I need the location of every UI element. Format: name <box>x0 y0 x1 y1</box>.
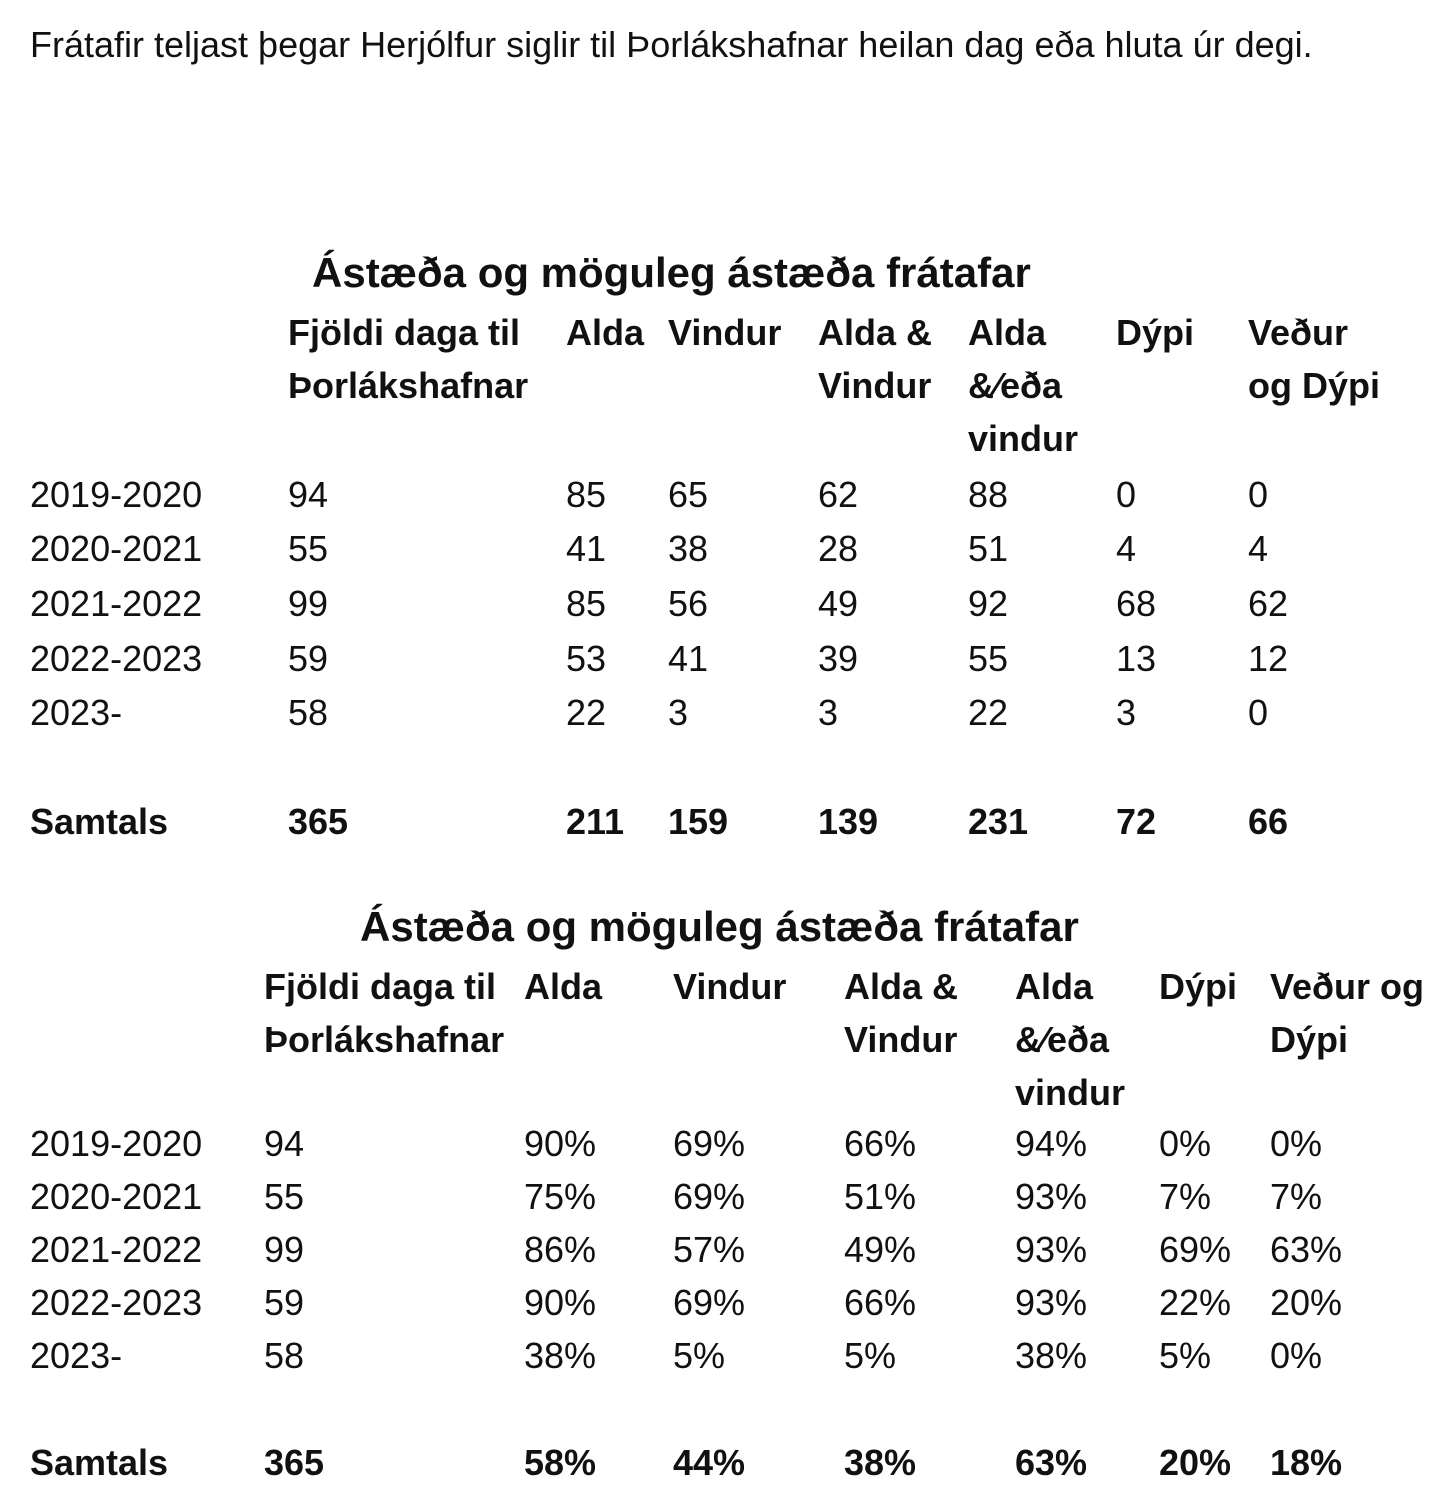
total-cell: 365 <box>264 1442 325 1483</box>
table-cell: 85 <box>566 583 607 624</box>
total-cell: 159 <box>668 801 729 842</box>
table-cell: 20% <box>1270 1282 1343 1323</box>
total-cell: 58% <box>524 1442 597 1483</box>
total-cell: 20% <box>1159 1442 1232 1483</box>
row-label: 2020-2021 <box>30 1176 203 1217</box>
row-label: 2019-2020 <box>30 474 203 515</box>
table-cell: 39 <box>818 638 859 679</box>
table-cell: 0 <box>1248 692 1269 733</box>
table-cell: 62 <box>818 474 859 515</box>
table-cell: 86% <box>524 1229 597 1270</box>
column-header: Alda & Vindur <box>844 966 959 1060</box>
row-label: 2022-2023 <box>30 638 203 679</box>
total-label: Samtals <box>30 801 169 842</box>
row-label: 2023- <box>30 1335 123 1376</box>
table-cell: 22 <box>566 692 607 733</box>
table-cell: 93% <box>1015 1176 1088 1217</box>
table-cell: 75% <box>524 1176 597 1217</box>
row-label: 2022-2023 <box>30 1282 203 1323</box>
table-cell: 22% <box>1159 1282 1232 1323</box>
table-cell: 51 <box>968 528 1009 569</box>
total-cell: 44% <box>673 1442 746 1483</box>
table-cell: 22 <box>968 692 1009 733</box>
total-cell: 63% <box>1015 1442 1088 1483</box>
table-cell: 0% <box>1270 1335 1323 1376</box>
table-cell: 58 <box>288 692 329 733</box>
intro-paragraph: Frátafir teljast þegar Herjólfur siglir til Þorlákshafnar heilan dag eða hluta úr degi. <box>30 24 1313 65</box>
column-header: Alda &⁄eða vindur <box>1015 966 1126 1113</box>
column-header: Dýpi <box>1116 312 1195 353</box>
table-cell: 63% <box>1270 1229 1343 1270</box>
total-cell: 18% <box>1270 1442 1343 1483</box>
table-cell: 28 <box>818 528 859 569</box>
table-cell: 53 <box>566 638 607 679</box>
table-cell: 62 <box>1248 583 1289 624</box>
table-cell: 0% <box>1270 1123 1323 1164</box>
table-cell: 59 <box>288 638 329 679</box>
table-cell: 3 <box>818 692 839 733</box>
column-header: Alda &⁄eða vindur <box>968 312 1079 459</box>
table-cell: 56 <box>668 583 709 624</box>
table-cell: 4 <box>1116 528 1137 569</box>
table-cell: 51% <box>844 1176 917 1217</box>
table-cell: 38 <box>668 528 709 569</box>
table-cell: 93% <box>1015 1229 1088 1270</box>
table-cell: 5% <box>844 1335 897 1376</box>
table-cell: 58 <box>264 1335 305 1376</box>
column-header: Alda & Vindur <box>818 312 933 406</box>
table-cell: 13 <box>1116 638 1157 679</box>
column-header: Alda <box>524 966 603 1007</box>
column-header: Veður og Dýpi <box>1248 312 1380 406</box>
table-cell: 0 <box>1116 474 1137 515</box>
table-cell: 92 <box>968 583 1009 624</box>
table-cell: 94% <box>1015 1123 1088 1164</box>
table-cell: 3 <box>1116 692 1137 733</box>
row-label: 2020-2021 <box>30 528 203 569</box>
table-cell: 55 <box>968 638 1009 679</box>
table-cell: 49% <box>844 1229 917 1270</box>
table-cell: 41 <box>668 638 709 679</box>
total-cell: 66 <box>1248 801 1289 842</box>
column-header: Dýpi <box>1159 966 1238 1007</box>
table-cell: 5% <box>1159 1335 1212 1376</box>
table-cell: 90% <box>524 1282 597 1323</box>
column-header: Veður og Dýpi <box>1270 966 1425 1060</box>
table-cell: 0% <box>1159 1123 1212 1164</box>
table-title: Ástæða og möguleg ástæða frátafar <box>360 903 1079 950</box>
table-cell: 69% <box>673 1123 746 1164</box>
total-label: Samtals <box>30 1442 169 1483</box>
table-cell: 59 <box>264 1282 305 1323</box>
table-cell: 65 <box>668 474 709 515</box>
table-cell: 90% <box>524 1123 597 1164</box>
table-cell: 99 <box>264 1229 305 1270</box>
table-cell: 7% <box>1159 1176 1212 1217</box>
table-cell: 69% <box>673 1176 746 1217</box>
table-cell: 12 <box>1248 638 1289 679</box>
table-cell: 85 <box>566 474 607 515</box>
table-cell: 38% <box>1015 1335 1088 1376</box>
table-cell: 69% <box>673 1282 746 1323</box>
table-cell: 41 <box>566 528 607 569</box>
column-header: Alda <box>566 312 645 353</box>
table-cell: 88 <box>968 474 1009 515</box>
table-cell: 7% <box>1270 1176 1323 1217</box>
table-cell: 5% <box>673 1335 726 1376</box>
column-header: Fjöldi daga til Þorlákshafnar <box>264 966 505 1060</box>
table-cell: 93% <box>1015 1282 1088 1323</box>
table-cell: 66% <box>844 1123 917 1164</box>
table-cell: 38% <box>524 1335 597 1376</box>
table-cell: 55 <box>288 528 329 569</box>
table-cell: 94 <box>264 1123 305 1164</box>
table-cell: 94 <box>288 474 329 515</box>
table-cell: 3 <box>668 692 689 733</box>
table-title: Ástæða og möguleg ástæða frátafar <box>312 249 1031 296</box>
total-cell: 139 <box>818 801 879 842</box>
table-cell: 49 <box>818 583 859 624</box>
total-cell: 211 <box>566 801 625 842</box>
table-cell: 55 <box>264 1176 305 1217</box>
total-cell: 38% <box>844 1442 917 1483</box>
column-header: Fjöldi daga til Þorlákshafnar <box>288 312 529 406</box>
row-label: 2021-2022 <box>30 583 203 624</box>
total-cell: 72 <box>1116 801 1157 842</box>
table-cell: 68 <box>1116 583 1157 624</box>
row-label: 2021-2022 <box>30 1229 203 1270</box>
table-cell: 57% <box>673 1229 746 1270</box>
row-label: 2023- <box>30 692 123 733</box>
row-label: 2019-2020 <box>30 1123 203 1164</box>
table-cell: 66% <box>844 1282 917 1323</box>
column-header: Vindur <box>668 312 782 353</box>
table-cell: 4 <box>1248 528 1269 569</box>
total-cell: 231 <box>968 801 1029 842</box>
table-cell: 99 <box>288 583 329 624</box>
table-cell: 69% <box>1159 1229 1232 1270</box>
column-header: Vindur <box>673 966 787 1007</box>
total-cell: 365 <box>288 801 349 842</box>
table-cell: 0 <box>1248 474 1269 515</box>
